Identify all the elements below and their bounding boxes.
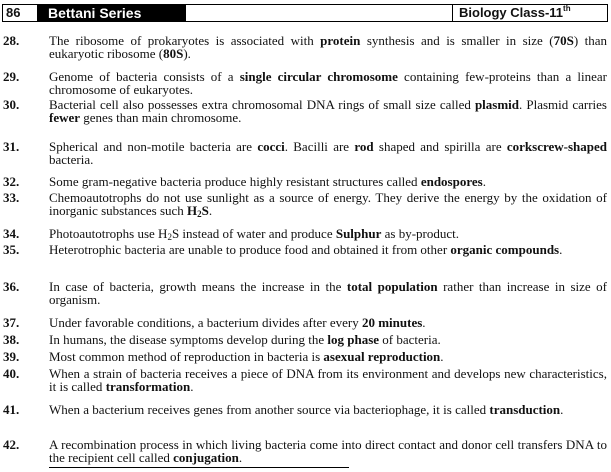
class-label: Biology Class-11th (452, 4, 608, 22)
item-text: The ribosome of prokaryotes is associated with protein synthesis and is smaller in size (70S) than eukaryotic ribosome (80S). (49, 33, 607, 61)
item-text: Some gram-negative bacteria produce highly resistant structures called endospores. (49, 174, 486, 189)
item-text: Chemoautotrophs do not use sunlight as a source of energy. They derive the energy by the oxidation of inorganic substances such $H_2S$. (49, 190, 607, 219)
item-number: 28. (3, 33, 20, 48)
item-number: 37. (3, 315, 20, 330)
item-text: Photoautotrophs use $H_2S$ instead of water and produce Sulphur as by-product. (49, 226, 460, 242)
item-number: 31. (3, 139, 20, 154)
item-text: Genome of bacteria consists of a single circular chromosome containing few-proteins than a linear chromosome of eukaryotes. (49, 69, 607, 97)
item-number: 29. (3, 69, 20, 84)
bottom-rule (49, 467, 349, 468)
item-text: Most common method of reproduction in bacteria is asexual reproduction. (49, 349, 444, 364)
item-number: 42. (3, 437, 20, 452)
item-number: 33. (3, 190, 20, 205)
series-title: Bettani Series (38, 4, 186, 22)
item-text: When a strain of bacteria receives a piece of DNA from its environment and develops new characteristics, it is called transformation. (49, 366, 607, 394)
item-text: In humans, the disease symptoms develop during the log phase of bacteria. (49, 332, 441, 347)
page-number: 86 (2, 4, 38, 22)
item-text: Under favorable conditions, a bacterium divides after every 20 minutes. (49, 315, 426, 330)
item-number: 36. (3, 279, 20, 294)
item-number: 38. (3, 332, 20, 347)
item-text: Heterotrophic bacteria are unable to produce food and obtained it from other organic compounds. (49, 242, 563, 257)
item-number: 40. (3, 366, 20, 381)
item-text: When a bacterium receives genes from another source via bacteriophage, it is called transduction. (49, 402, 564, 417)
item-number: 34. (3, 226, 20, 241)
item-number: 39. (3, 349, 20, 364)
item-number: 30. (3, 97, 20, 112)
item-number: 32. (3, 174, 20, 189)
item-text: Bacterial cell also possesses extra chromosomal DNA rings of small size called plasmid. Plasmid carries fewer genes than main chromosome. (49, 97, 607, 125)
header-rule (186, 4, 452, 22)
item-number: 35. (3, 242, 20, 257)
page-header (0, 0, 611, 23)
item-text: Spherical and non-motile bacteria are cocci. Bacilli are rod shaped and spirilla are corkscrew-shaped bacteria. (49, 139, 608, 167)
item-text: In case of bacteria, growth means the increase in the total population rather than increase in size of organism. (49, 279, 608, 307)
item-text: A recombination process in which living bacteria come into direct contact and donor cell transfers DNA to the recipient cell called conjugation. (49, 437, 607, 465)
item-number: 41. (3, 402, 20, 417)
